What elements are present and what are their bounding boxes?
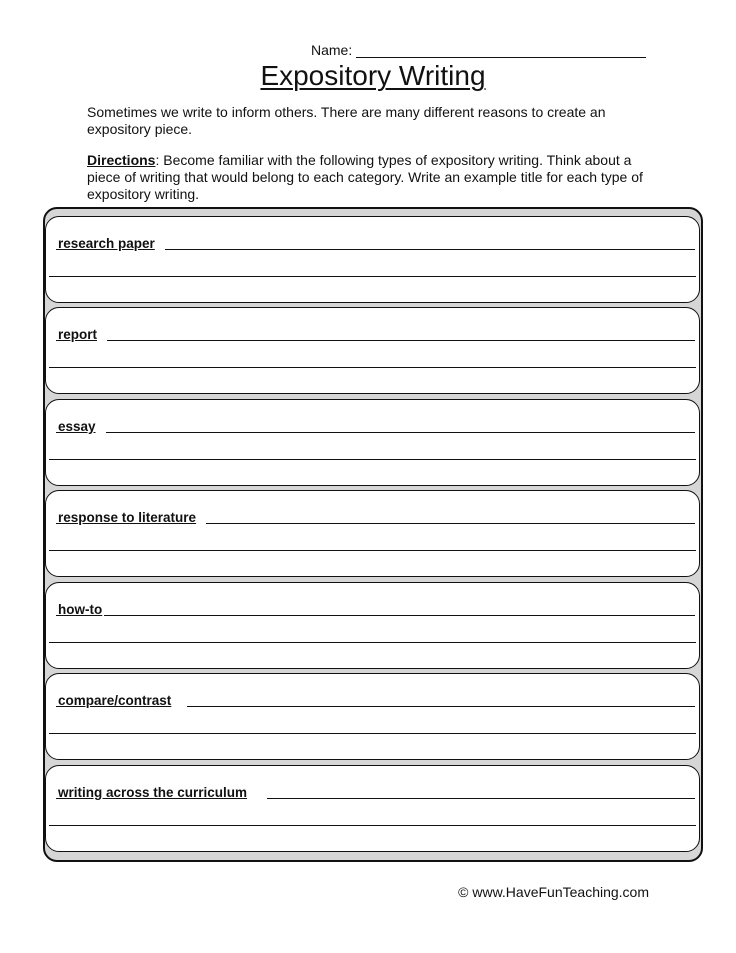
answer-line[interactable] [49, 642, 696, 643]
directions-paragraph [87, 152, 662, 203]
category-label: how-to [58, 602, 103, 617]
category-label: research paper [58, 235, 165, 253]
answer-line[interactable] [49, 276, 696, 277]
answer-line[interactable] [49, 550, 696, 551]
category-card-compare-contrast [45, 673, 700, 760]
copyright-footer: © www.HaveFunTeaching.com [458, 884, 649, 900]
answer-line[interactable] [56, 340, 695, 341]
page-title: Expository Writing [260, 60, 486, 91]
category-card-research-paper [45, 216, 700, 303]
category-label: essay [58, 418, 106, 436]
directions-label: Directions [87, 152, 156, 168]
category-label: compare/contrast [58, 692, 187, 710]
name-input-line[interactable] [356, 42, 646, 58]
category-card-report [45, 307, 700, 394]
category-card-response-to-literature [45, 490, 700, 577]
answer-line[interactable] [49, 367, 696, 368]
directions-text: : Become familiar with the following types of expository writing. Think about a piece of writing that would belong to each category. Write an example title for each type of expository writing. [87, 152, 643, 202]
intro-text: Sometimes we write to inform others. There are many different reasons to create an expository piece. [87, 104, 606, 137]
category-label: writing across the curriculum [58, 784, 267, 802]
category-label: report [58, 326, 107, 344]
category-card-writing-across-the-curriculum [45, 765, 700, 852]
answer-line[interactable] [49, 733, 696, 734]
answer-line[interactable] [56, 615, 695, 616]
category-label: response to literature [58, 509, 206, 527]
category-card-how-to [45, 582, 700, 669]
answer-line[interactable] [49, 459, 696, 460]
category-card-essay [45, 399, 700, 486]
name-field [311, 42, 646, 58]
answer-line[interactable] [56, 432, 695, 433]
answer-line[interactable] [49, 825, 696, 826]
name-label: Name: [311, 42, 353, 58]
